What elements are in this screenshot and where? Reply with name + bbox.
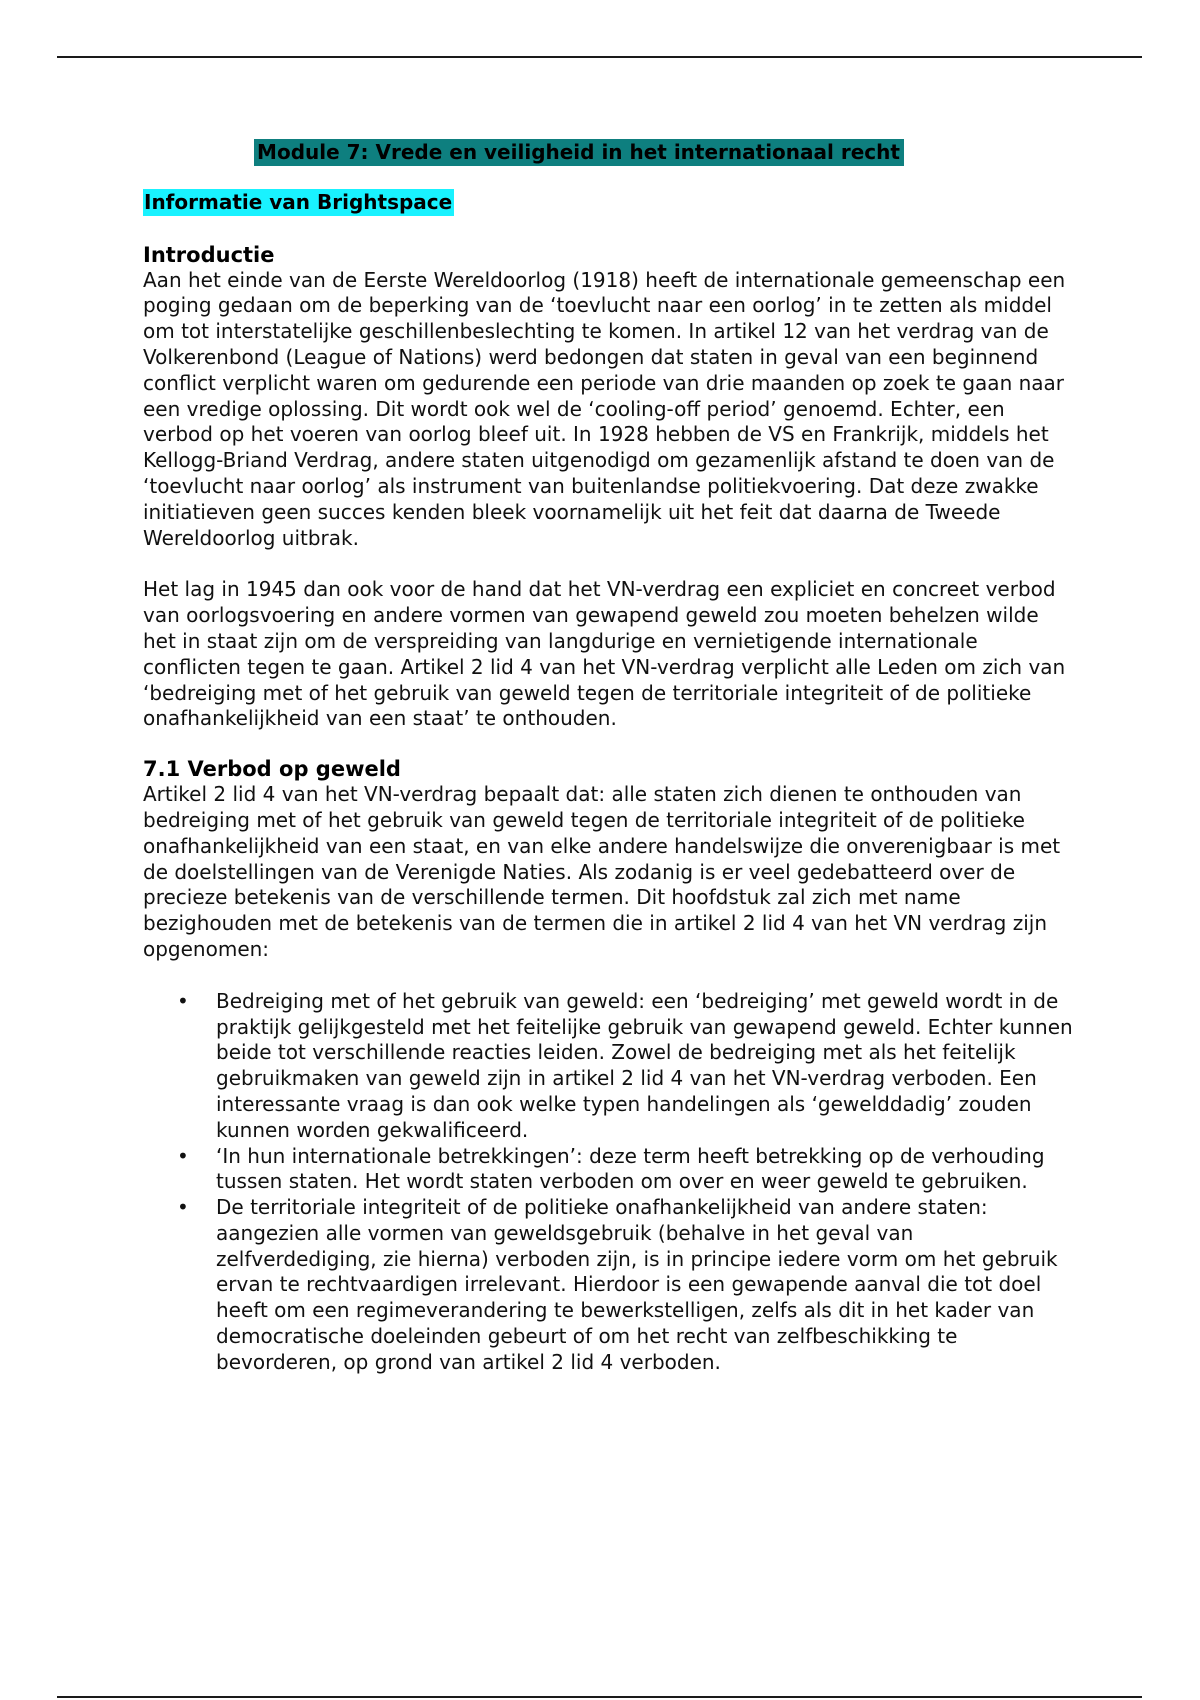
document-subtitle: Informatie van Brightspace: [144, 189, 453, 214]
intro-paragraph-1: Aan het einde van de Eerste Wereldoorlog (1918) heeft de internationale gemeenschap een poging gedaan om de beperking van de ‘toevlucht naar een oorlog’ in te zetten als middel om tot interstatelijke geschillenbeslechting te komen. In artikel 12 van het verdrag van de Volkerenbond (League of Nations) werd bedongen dat staten in geval van een beginnend conflict verplicht waren om gedurende een periode van drie maanden op zoek te gaan naar een vredige oplossing. Dit wordt ook wel de ‘cooling-off period’ genoemd. Echter, een verbod op het voeren van oorlog bleef uit. In 1928 hebben de VS en Frankrijk, middels het Kellogg-Briand Verdrag, andere staten uitgenodigd om gezamenlijk afstand te doen van de ‘toevlucht naar oorlog’ als instrument van buitenlandse politiekvoering. Dat deze zwakke initiatieven geen succes kenden bleek voornamelijk uit het feit dat daarna de Tweede Wereldoorlog uitbrak.: [143, 267, 1066, 550]
title-line: [143, 140, 1073, 166]
bullet-icon: •: [177, 1195, 189, 1220]
intro-paragraph-2: Het lag in 1945 dan ook voor de hand dat het VN-verdrag een expliciet en concreet verbod van oorlogsvoering en andere vormen van gewapend geweld zou moeten behelzen wilde het in staat zijn om de verspreiding van langdurige en vernietigende internationale conflicten tegen te gaan. Artikel 2 lid 4 van het VN-verdrag verplicht alle Leden om zich van ‘bedreiging met of het gebruik van geweld tegen de territoriale integriteit of de politieke onafhankelijkheid van een staat’ te onthouden.: [143, 577, 1066, 731]
section-7-1-heading: 7.1 Verbod op geweld: [143, 757, 401, 782]
footer-rule: [57, 1696, 1142, 1698]
subtitle-line: [143, 190, 1073, 216]
list-item-text: Bedreiging met of het gebruik van geweld: een ‘bedreiging’ met geweld wordt in de praktijk gelijkgesteld met het feitelijke gebruik van gewapend geweld. Echter kunnen beide tot verschillende reacties leiden. Zowel de bedreiging met als het feitelijk gebruikmaken van geweld zijn in artikel 2 lid 4 van het VN-verdrag verboden. Een interessante vraag is dan ook welke typen handelingen als ‘gewelddadig’ zouden kunnen worden gekwalificeerd.: [216, 988, 1073, 1142]
list-item: [143, 1195, 1073, 1376]
list-item-text: De territoriale integriteit of de politieke onafhankelijkheid van andere staten: aangezien alle vormen van geweldsgebruik (behalve in het geval van zelfverdediging, zie hierna) verboden zijn, is in principe iedere vorm om het gebruik ervan te rechtvaardigen irrelevant. Hierdoor is een gewapende aanval die tot doel heeft om een regimeverandering te bewerkstelligen, zelfs als dit in het kader van democratische doeleinden gebeurt of om het recht van zelfbeschikking te bevorderen, op grond van artikel 2 lid 4 verboden.: [216, 1195, 1058, 1374]
document-body: [143, 140, 1073, 1376]
bullet-icon: •: [177, 1143, 189, 1168]
term-list: [143, 989, 1073, 1376]
header-rule: [57, 56, 1142, 58]
intro-heading: Introductie: [143, 242, 275, 267]
document-title: Module 7: Vrede en veiligheid in het internationaal recht: [254, 139, 904, 166]
list-item: [143, 1144, 1073, 1196]
bullet-icon: •: [177, 988, 189, 1013]
list-item-text: ‘In hun internationale betrekkingen’: deze term heeft betrekking op de verhouding tussen staten. Het wordt staten verboden om over en weer geweld te gebruiken.: [216, 1143, 1045, 1194]
list-item: [143, 989, 1073, 1144]
section-7-1-paragraph: Artikel 2 lid 4 van het VN-verdrag bepaalt dat: alle staten zich dienen te onthouden van bedreiging met of het gebruik van geweld tegen de territoriale integriteit of de politieke onafhankelijkheid van een staat, en van elke andere handelswijze die onverenigbaar is met de doelstellingen van de Verenigde Naties. Als zodanig is er veel gedebatteerd over de precieze betekenis van de verschillende termen. Dit hoofdstuk zal zich met name bezighouden met de betekenis van de termen die in artikel 2 lid 4 van het VN verdrag zijn opgenomen:: [143, 782, 1061, 961]
